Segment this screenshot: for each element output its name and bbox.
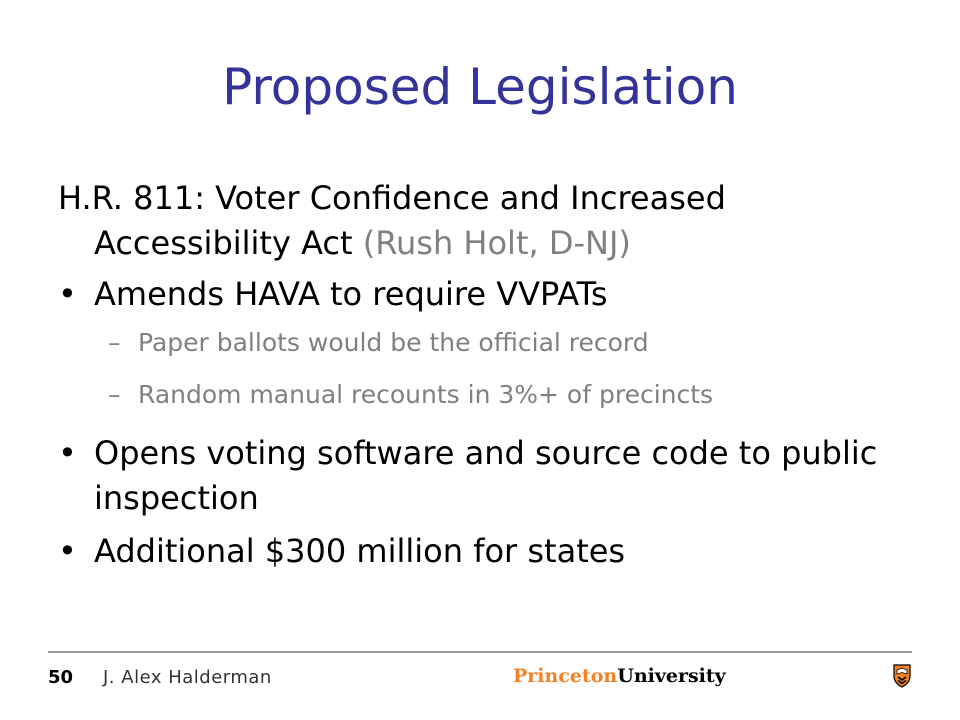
- sub-dash: –: [108, 380, 121, 409]
- bill-name: H.R. 811: Voter Confidence and Increased Accessibility Act: [58, 179, 726, 262]
- page-number: 50: [48, 667, 74, 688]
- sub-dash: –: [108, 328, 121, 357]
- bullet-item-hava: [58, 272, 918, 317]
- bullet-text: Opens voting software and source code to public inspection: [94, 434, 878, 517]
- bullet-dot: •: [58, 275, 77, 313]
- logo-part-university: University: [617, 665, 726, 687]
- princeton-shield-icon: [893, 664, 911, 688]
- slide-title: Proposed Legislation: [222, 58, 738, 116]
- sub-item-paper-ballots: [58, 327, 918, 359]
- logo-part-princeton: Princeton: [513, 665, 618, 687]
- bill-sponsor: (Rush Holt, D-NJ): [362, 224, 631, 262]
- footer-author: J. Alex Halderman: [103, 667, 272, 688]
- bullet-item-funding: [58, 529, 918, 574]
- sub-item-recounts: [58, 379, 918, 411]
- bullet-dot: •: [58, 532, 77, 570]
- bullet-text: Additional $300 million for states: [94, 532, 626, 570]
- sub-text: Random manual recounts in 3%+ of precincts: [138, 380, 714, 409]
- slide-body: [58, 176, 918, 582]
- princeton-logo: [513, 664, 726, 688]
- sub-text: Paper ballots would be the official record: [138, 328, 649, 357]
- bill-intro: [58, 176, 918, 266]
- bullet-item-source-code: [58, 431, 918, 521]
- bullet-dot: •: [58, 434, 77, 472]
- footer-rule: [48, 651, 912, 653]
- bullet-text: Amends HAVA to require VVPATs: [94, 275, 608, 313]
